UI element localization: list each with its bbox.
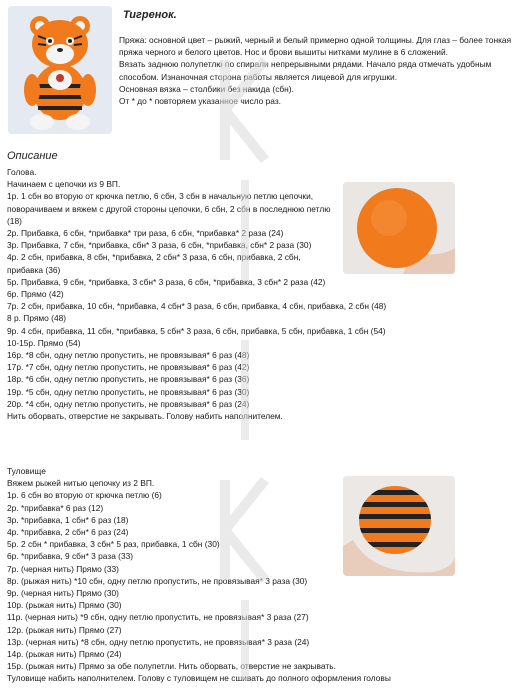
- instruction-line: Вяжем рыжей нитью цепочку из 2 ВП.: [7, 478, 155, 489]
- instruction-line: Нить оборвать, отверстие не закрывать. Голову набить наполнителем.: [7, 411, 283, 422]
- instruction-line: 4р. *прибавка, 2 сбн* 6 раз (24): [7, 527, 129, 538]
- instruction-line: 4р. 2 сбн, прибавка, 8 сбн, *прибавка, 2 сбн* 3 раза, 6 сбн, прибавка, 2 сбн, прибавка (36): [7, 252, 301, 275]
- knitting-method: Вязать заднюю полупетлю по спирали непрерывными рядами. Начало ряда отмечать удобным способом. Изнаночная сторона работы является лицевой для игрушки.: [119, 59, 492, 82]
- instruction-line: 1р. 6 сбн во вторую от крючка петлю (6): [7, 490, 162, 501]
- main-stitch: Основная вязка – столбики без накида (сбн).: [119, 83, 294, 94]
- head-instructions: [7, 166, 387, 422]
- instruction-line: Начинаем с цепочки из 9 ВП.: [7, 179, 121, 190]
- instruction-line: 16р. *8 сбн, одну петлю пропустить, не провязывая* 6 раз (48): [7, 350, 250, 361]
- body-ball-photo: [343, 476, 455, 576]
- instruction-line: 9р. (черная нить) Прямо (30): [7, 588, 119, 599]
- instruction-line: 10-15р. Прямо (54): [7, 337, 81, 348]
- instruction-line: 11р. (черная нить) *9 сбн, одну петлю пропустить, не провязывая* 3 раза (27): [7, 612, 309, 623]
- instruction-line: 3р. Прибавка, 7 сбн, *прибавка, сбн* 3 раза, 6 сбн, *прибавка, сбн* 2 раза (30): [7, 240, 312, 251]
- instruction-line: 8р. (рыжая нить) *10 сбн, одну петлю пропустить, не провязывая* 3 раза (30): [7, 575, 308, 586]
- tiger-toy-illustration: [8, 6, 112, 134]
- instruction-line: 7р. 2 сбн, прибавка, 10 сбн, *прибавка, 4 сбн* 3 раза, 6 сбн, прибавка, 4 сбн, прибавка, 2 сбн (48): [7, 301, 387, 312]
- instruction-line: 2р. *прибавка* 6 раз (12): [7, 502, 104, 513]
- instruction-line: 1р. 1 сбн во вторую от крючка петлю, 6 сбн, 3 сбн в начальную петлю цепочки, поворачиваем и вяжем с другой стороны цепочки, 6 сбн, 2 сбн в последнюю петлю (18): [7, 191, 331, 226]
- instruction-line: 12р. (рыжая нить) Прямо (27): [7, 624, 122, 635]
- intro-text: [119, 34, 513, 107]
- instruction-line: 7р. (черная нить) Прямо (33): [7, 563, 119, 574]
- instruction-line: 3р. *прибавка, 1 сбн* 6 раз (18): [7, 514, 129, 525]
- instruction-line: 6р. Прямо (42): [7, 289, 64, 300]
- yarn-description: Пряжа: основной цвет – рыжий, черный и белый примерно одной толщины. Для глаз – более тонкая пряжа черного и белого цветов. Нос и брови вышиты нитками мулине в 6 сложений.: [119, 35, 512, 58]
- instruction-line: 17р. *7 сбн, одну петлю пропустить, не провязывая* 6 раз (42): [7, 362, 250, 373]
- instruction-line: 14р. (рыжая нить) Прямо (24): [7, 649, 122, 660]
- head-ball-photo: [343, 182, 455, 274]
- instruction-line: 9р. 4 сбн, прибавка, 11 сбн, *прибавка, 5 сбн* 3 раза, 6 сбн, прибавка, 5 сбн, прибавка, 1 сбн (54): [7, 325, 386, 336]
- orange-ball-illustration: [343, 182, 455, 274]
- striped-ball-illustration: [343, 476, 455, 576]
- instruction-line: 6р. *прибавка, 9 сбн* 3 раза (33): [7, 551, 134, 562]
- instruction-line: 19р. *5 сбн, одну петлю пропустить, не провязывая* 6 раз (30): [7, 386, 250, 397]
- section-heading-description: Описание: [7, 150, 58, 162]
- pattern-title: Тигренок.: [123, 9, 177, 21]
- repeat-note: От * до * повторяем указанное число раз.: [119, 96, 281, 107]
- instruction-line: 8 р. Прямо (48): [7, 313, 67, 324]
- instruction-line: Туловище набить наполнителем. Голову с туловищем не сшивать до полного оформления головы: [7, 673, 391, 684]
- instruction-line: 5р. Прибавка, 9 сбн, *прибавка, 3 сбн* 3 раза, 6 сбн, *прибавка, 3 сбн* 2 раза (42): [7, 276, 326, 287]
- instruction-line: 13р. (черная нить) *8 сбн, одну петлю пропустить, не провязывая* 3 раза (24): [7, 636, 310, 647]
- body-instructions: [7, 465, 391, 685]
- instruction-line: 20р. *4 сбн, одну петлю пропустить, не провязывая* 6 раз (24): [7, 398, 250, 409]
- instruction-line: 10р. (рыжая нить) Прямо (30): [7, 600, 122, 611]
- instruction-line: 2р. Прибавка, 6 сбн, *прибавка* три раза, 6 сбн, *прибавка* 2 раза (24): [7, 228, 284, 239]
- instruction-line: 15р. (рыжая нить) Прямо за обе полупетли. Нить оборвать, отверстие не закрывать.: [7, 661, 336, 672]
- body-label: Туловище: [7, 466, 46, 476]
- instruction-line: 18р. *6 сбн, одну петлю пропустить, не провязывая* 6 раз (36): [7, 374, 250, 385]
- head-label: Голова.: [7, 167, 37, 177]
- tiger-toy-photo: [8, 6, 112, 134]
- instruction-line: 5р. 2 сбн * прибавка, 3 сбн* 5 раз, прибавка, 1 сбн (30): [7, 539, 220, 550]
